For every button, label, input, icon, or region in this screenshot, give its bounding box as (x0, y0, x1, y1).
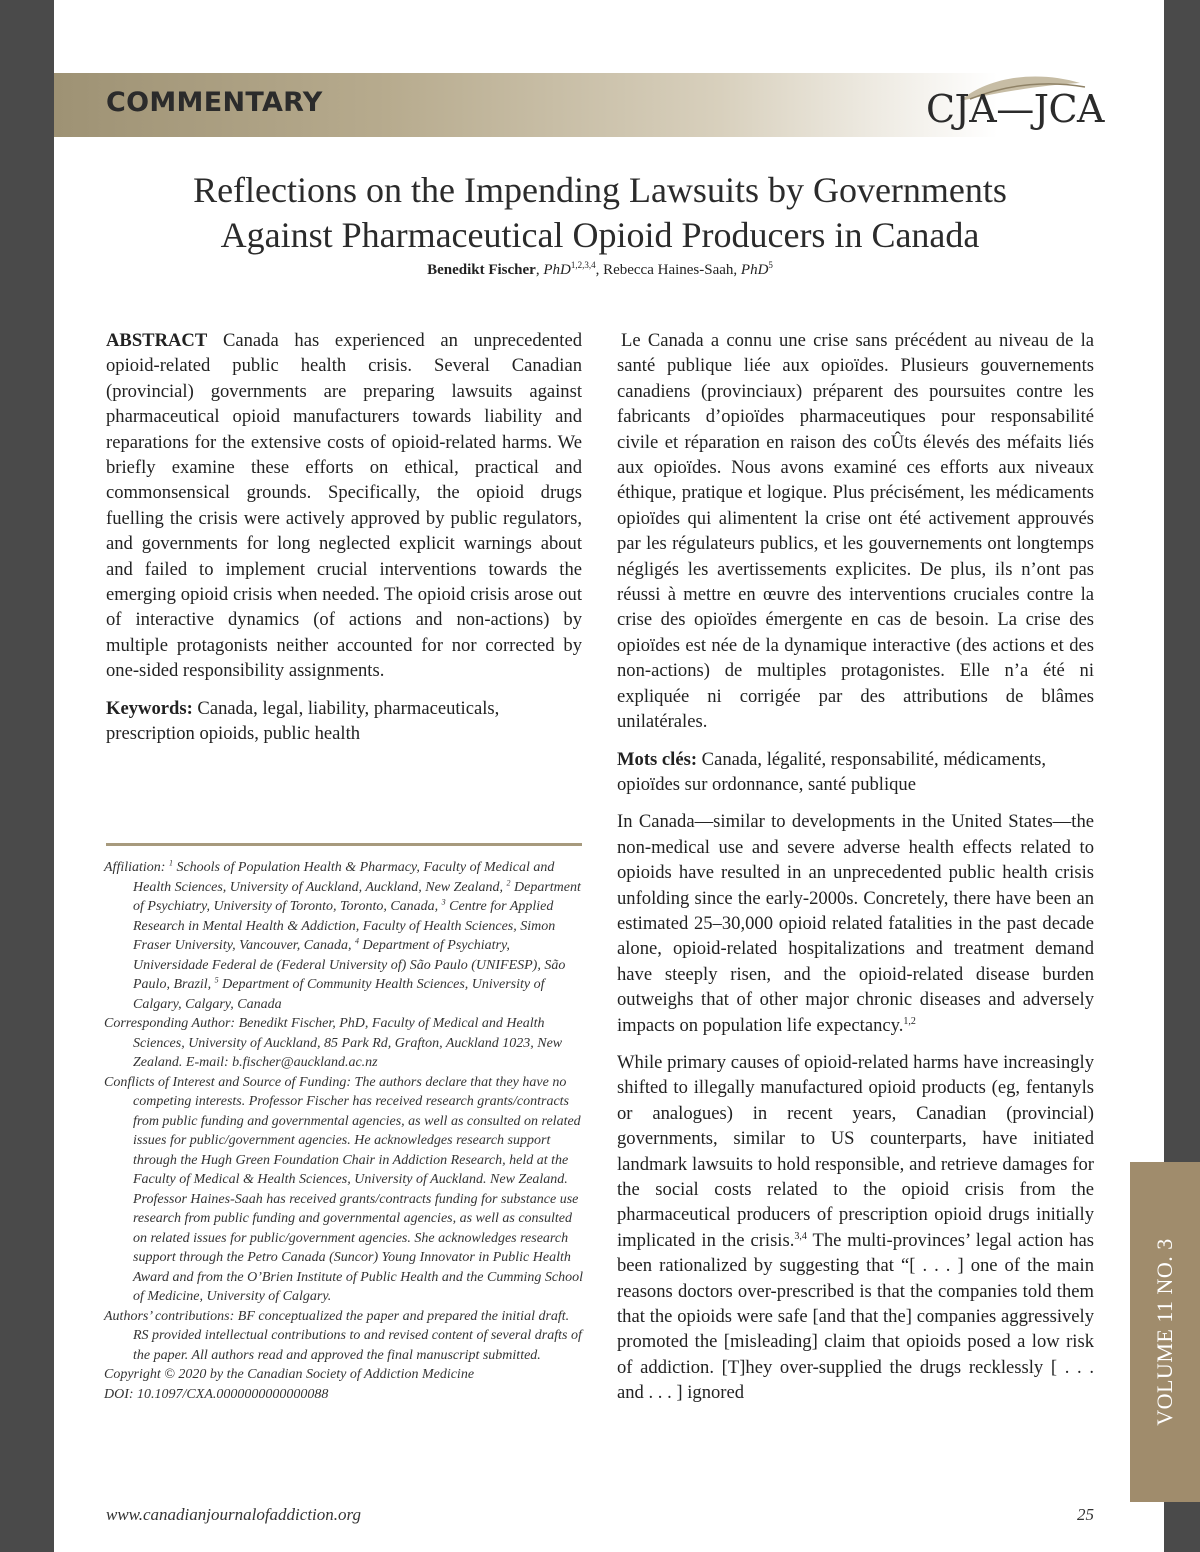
author-2-degree: PhD (740, 262, 769, 278)
author-1-degree: PhD (543, 262, 571, 278)
volume-label: VOLUME 11 NO. 3 (1152, 1238, 1177, 1426)
logo-text: CJA—JCA (925, 87, 1104, 131)
author-1-affiliations: 1,2,3,4 (570, 260, 596, 270)
right-column (617, 328, 1094, 1418)
affiliation-divider (106, 843, 582, 846)
author-2-affiliations: 5 (768, 260, 773, 270)
left-column (106, 328, 582, 759)
keywords-french (617, 747, 1094, 798)
affiliation-block (104, 858, 584, 1404)
citation-3-4: 3,4 (794, 1230, 807, 1242)
affiliation-text: Affiliation: $^1$ Schools of Population Health & Pharmacy, Faculty of Medical and Health Sciences, University of Auckland, Auckland, New Zealand, $^2$ Department of Psychiatry, University of Toronto, Toronto, Canada, $^3$ Centre for Applied Research in Mental Health & Addiction, Faculty of Health Sciences, Simon Fraser University, Vancouver, Canada, $^4$ Department of Psychiatry, Universidade Federal de (Federal University of) São Paulo (UNIFESP), São Paulo, Brazil, $^5$ Department of Community Health Sciences, University of Calgary, Calgary, Canada (104, 858, 581, 1012)
title-line-2: Against Pharmaceutical Opioid Producers in Canada (220, 215, 980, 255)
author-2-name: Rebecca Haines-Saah (603, 262, 734, 278)
author-1-name: Benedikt Fischer (427, 262, 536, 278)
keywords-label: Keywords: (106, 697, 193, 719)
citation-1-2: 1,2 (903, 1015, 916, 1027)
abstract-text: Canada has experienced an unprecedented opioid-related public health crisis. Several Canadian (provincial) governments are preparing lawsuits against pharmaceutical opioid manufacturers towards liability and reparations for the extensive costs of opioid-related harms. We briefly examine these efforts on ethical, practical and commonsensical grounds. Specifically, the opioid drugs fuelling the crisis were actively approved by public regulators, and governments for long neglected explicit warnings about and failed to implement crucial interventions towards the emerging opioid crisis when needed. The opioid crisis arose out of interactive dynamics (of actions and non-actions) by multiple protagonists neither accounted for nor corrected by one-sided responsibility assignments. (106, 330, 582, 682)
body-paragraph-2: While primary causes of opioid-related harms have increasingly shifted to illegally manufactured opioid products (eg, fentanyls or analogues) in recent years, Canadian (provincial) governments, similar to US counterparts, have initiated landmark lawsuits to hold responsible, and retrieve damages for the social costs related to the opioid crisis from the pharmaceutical producers of prescription opioid drugs initially implicated in the crisis.$^{3,4}$ The multi-provinces’ legal action has been rationalized by suggesting that “[ . . . ] one of the main reasons doctors over-prescribed is that the companies told them that the opioids were safe [and that the] companies aggressively promoted the [misleading] claim that opioids posed a low risk of addiction. [T]hey over-supplied the drugs recklessly [ . . . and . . . ] ignored (617, 1051, 1094, 1404)
author-line: Benedikt Fischer, PhD$^{1,2,3,4}$, Rebecca Haines-Saah, PhD$^5$ (427, 260, 773, 278)
abstract-label: ABSTRACT (106, 330, 208, 351)
keywords-english (106, 696, 582, 747)
section-label: COMMENTARY (106, 87, 323, 118)
copyright: Copyright © 2020 by the Canadian Society of Addiction Medicine (104, 1367, 475, 1382)
article-title (80, 168, 1120, 258)
author-contributions: Authors’ contributions: BF conceptualized the paper and prepared the initial draft. RS provided intellectual contributions to and revised content of several drafts of the paper. All authors read and approved the final manuscript submitted. (104, 1308, 582, 1363)
abstract-english (106, 328, 582, 684)
title-line-1: Reflections on the Impending Lawsuits by Governments (193, 170, 1007, 210)
journal-logo (920, 73, 1110, 137)
journal-url[interactable]: www.canadianjournalofaddiction.org (106, 1505, 362, 1524)
body-paragraph-1: In Canada—similar to developments in the United States—the non-medical use and severe adverse health effects related to opioids have resulted in an unprecedented public health crisis unfolding since the early-2000s. Concretely, there have been an estimated 25–30,000 opioid related fatalities in the past decade alone, opioid-related hospitalizations and treatment demand have steeply risen, and the opioid-related disease burden outweighs that of other major chronic diseases and adversely impacts on population life expectancy.$^{1,2}$ (617, 811, 1094, 1036)
keywords-text: Canada, legal, liability, pharmaceuticals, prescription opioids, public health (106, 697, 500, 745)
corresponding-author: Corresponding Author: Benedikt Fischer, PhD, Faculty of Medical and Health Sciences, University of Auckland, 85 Park Rd, Grafton, Auckland 1023, New Zealand. E-mail: b.fischer@auckland.ac.nz (104, 1016, 563, 1070)
doi: DOI: 10.1097/CXA.0000000000000088 (104, 1386, 329, 1402)
abstract-french: Le Canada a connu une crise sans précédent au niveau de la santé publique liée aux opioïdes. Plusieurs gouvernements canadiens (provinciaux) préparent des poursuites contre les fabricants d’opioïdes pharmaceutiques pour responsabilité civile et réparation en raison des coÛts élevés des méfaits liés aux opioïdes. Nous avons examiné ces efforts aux niveaux éthique, pratique et logique. Plus précisément, les médicaments opioïdes qui alimentent la crise ont été activement approuvés par les régulateurs publics, et les gouvernements ont longtemps négligés les avertissements explicites. De plus, ils n’ont pas réussi à mettre en œuvre des interventions cruciales contre la crise des opioïdes émergente en cas de besoin. La crise des opioïdes est née de la dynamique interactive (des actions et des non-actions) de multiples protagonistes. Elle n’a été ni expliquée ni corrigée par des attributions de blâmes unilatérales. (617, 330, 1094, 733)
volume-tab (1130, 1162, 1200, 1502)
mots-cles-label: Mots clés: (617, 748, 698, 770)
conflicts-of-interest: Conflicts of Interest and Source of Funding: The authors declare that they have no competing interests. Professor Fischer has received research grants/contracts from public funding and governmental agencies, as well as consulted on related issues for public/government agencies. He acknowledges research support through the Hugh Green Foundation Chair in Addiction Research, held at the Faculty of Medical & Health Sciences, University of Auckland. New Zealand. Professor Haines-Saah has received grants/contracts funding for substance use research from public funding and governmental agencies, as well as consulted on related issues for public/government agencies. She acknowledges research support through the Petro Canada (Suncor) Young Innovator in Public Health Award and from the O’Brien Institute of Public Health and the Cumming School of Medicine, University of Calgary. (104, 1074, 584, 1304)
mots-cles-text: Canada, légalité, responsabilité, médicaments, opioïdes sur ordonnance, santé publique (617, 748, 1047, 795)
section-banner (54, 73, 1164, 137)
page-number: 25 (1077, 1505, 1094, 1524)
left-page-border (0, 0, 54, 1552)
